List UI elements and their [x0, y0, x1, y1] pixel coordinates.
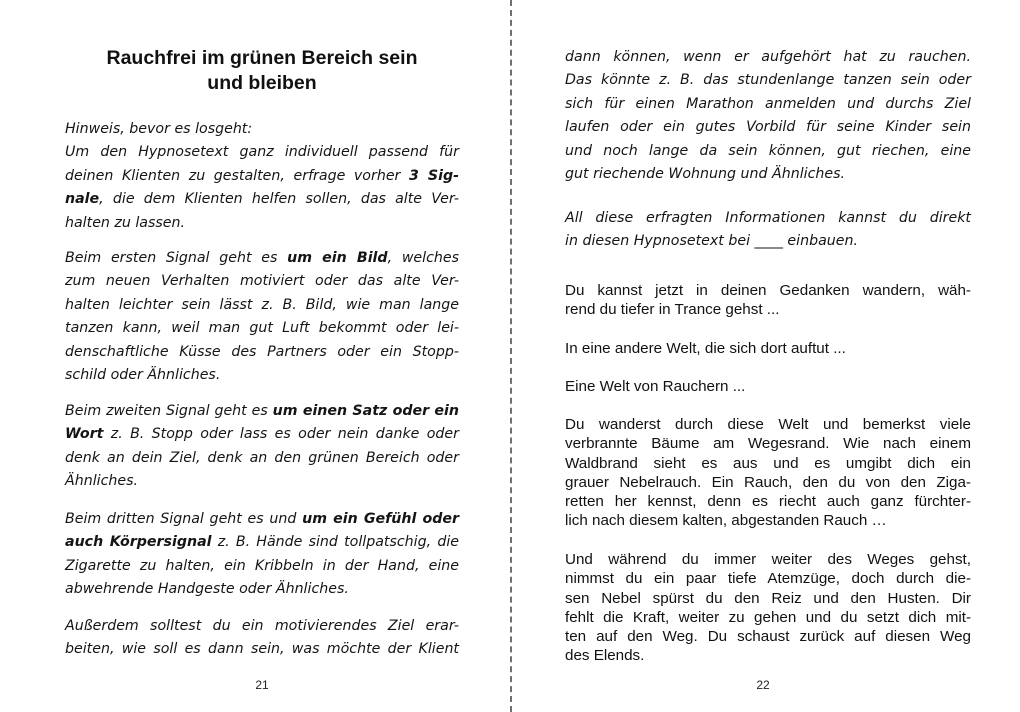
- script-paragraph-5: Und während du immer weiter des Weges gehst, nimmst du ein paar tiefe Atemzüge, doch durch die- sen Nebel spürst du den Reiz und den Husten. Dir fehlt die Kraft, weiter zu gehen und du setzt dich mit- ten auf den Weg. Du schaust zurück auf diesen Weg des Elends.: [565, 551, 971, 665]
- script-paragraph-4: Du wanderst durch diese Welt und bemerkst viele verbrannte Bäume am Wegesrand. Wie nach einem Waldbrand sieht es aus und es umgibt dich ein grauer Nebelrauch. Ein Rauch, den du von den Ziga- retten her kennst, denn es riecht auch ganz fürchter- lich nach diesem kalten, abgestanden Rauch …: [565, 416, 971, 530]
- signal-3-paragraph: Beim dritten Signal geht es und um ein Gefühl oder auch Körpersignal z. B. Hände sind tollpatschig, die Zigarette zu halten, ein Kribbeln in der Hand, eine abwehrende Handgeste oder Ähnliches.: [65, 511, 460, 598]
- signal-1-paragraph: Beim ersten Signal geht es um ein Bild, welches zum neuen Verhalten motiviert oder das alte Ver- halten leichter sein lässt z. B. Bild, wie man lange tanzen kann, weil man gut Luft bekommt oder lei- denschaftliche Küsse des Partners oder ein Stopp- schild oder Ähnliches.: [65, 250, 460, 384]
- script-paragraph-1: Du kannst jetzt in deinen Gedanken wandern, wäh- rend du tiefer in Trance gehst ...: [565, 282, 971, 319]
- page-number: 21: [255, 678, 269, 692]
- goal-continued-paragraph: dann können, wenn er aufgehört hat zu rauchen. Das könnte z. B. das stundenlange tanzen sein oder sich für einen Marathon anmelden und durchs Ziel laufen oder ein gutes Vorbild für seine Kinder sein und noch lange da sein können, gut riechen, eine gut riechende Wohnung und Ähnliches.: [565, 49, 971, 183]
- goal-paragraph: Außerdem solltest du ein motivierendes Ziel erar- beiten, wie soll es dann sein, was möchte der Klient: [65, 618, 459, 658]
- title-line-2: und bleiben: [207, 72, 317, 94]
- script-paragraph-3: Eine Welt von Rauchern ...: [565, 378, 746, 395]
- title-line-1: Rauchfrei im grünen Bereich sein: [106, 47, 418, 69]
- page-number: 22: [756, 678, 770, 692]
- hint-paragraph: Hinweis, bevor es losgeht: Um den Hypnosetext ganz individuell passend für deinen Klienten zu gestalten, erfrage vorher 3 Sig- nale, die dem Klienten helfen sollen, das alte Ver- halten zu lassen.: [65, 121, 460, 231]
- script-paragraph-2: In eine andere Welt, die sich dort auftut ...: [565, 340, 846, 357]
- page-22: [512, 0, 1020, 712]
- insert-note-paragraph: All diese erfragten Informationen kannst du direkt in diesen Hypnosetext bei ____ einbauen.: [565, 210, 971, 250]
- chapter-title: [62, 46, 462, 96]
- signal-2-paragraph: Beim zweiten Signal geht es um einen Satz oder ein Wort z. B. Stopp oder lass es oder nein danke oder denk an dein Ziel, denk an den grünen Bereich oder Ähnliches.: [65, 403, 459, 490]
